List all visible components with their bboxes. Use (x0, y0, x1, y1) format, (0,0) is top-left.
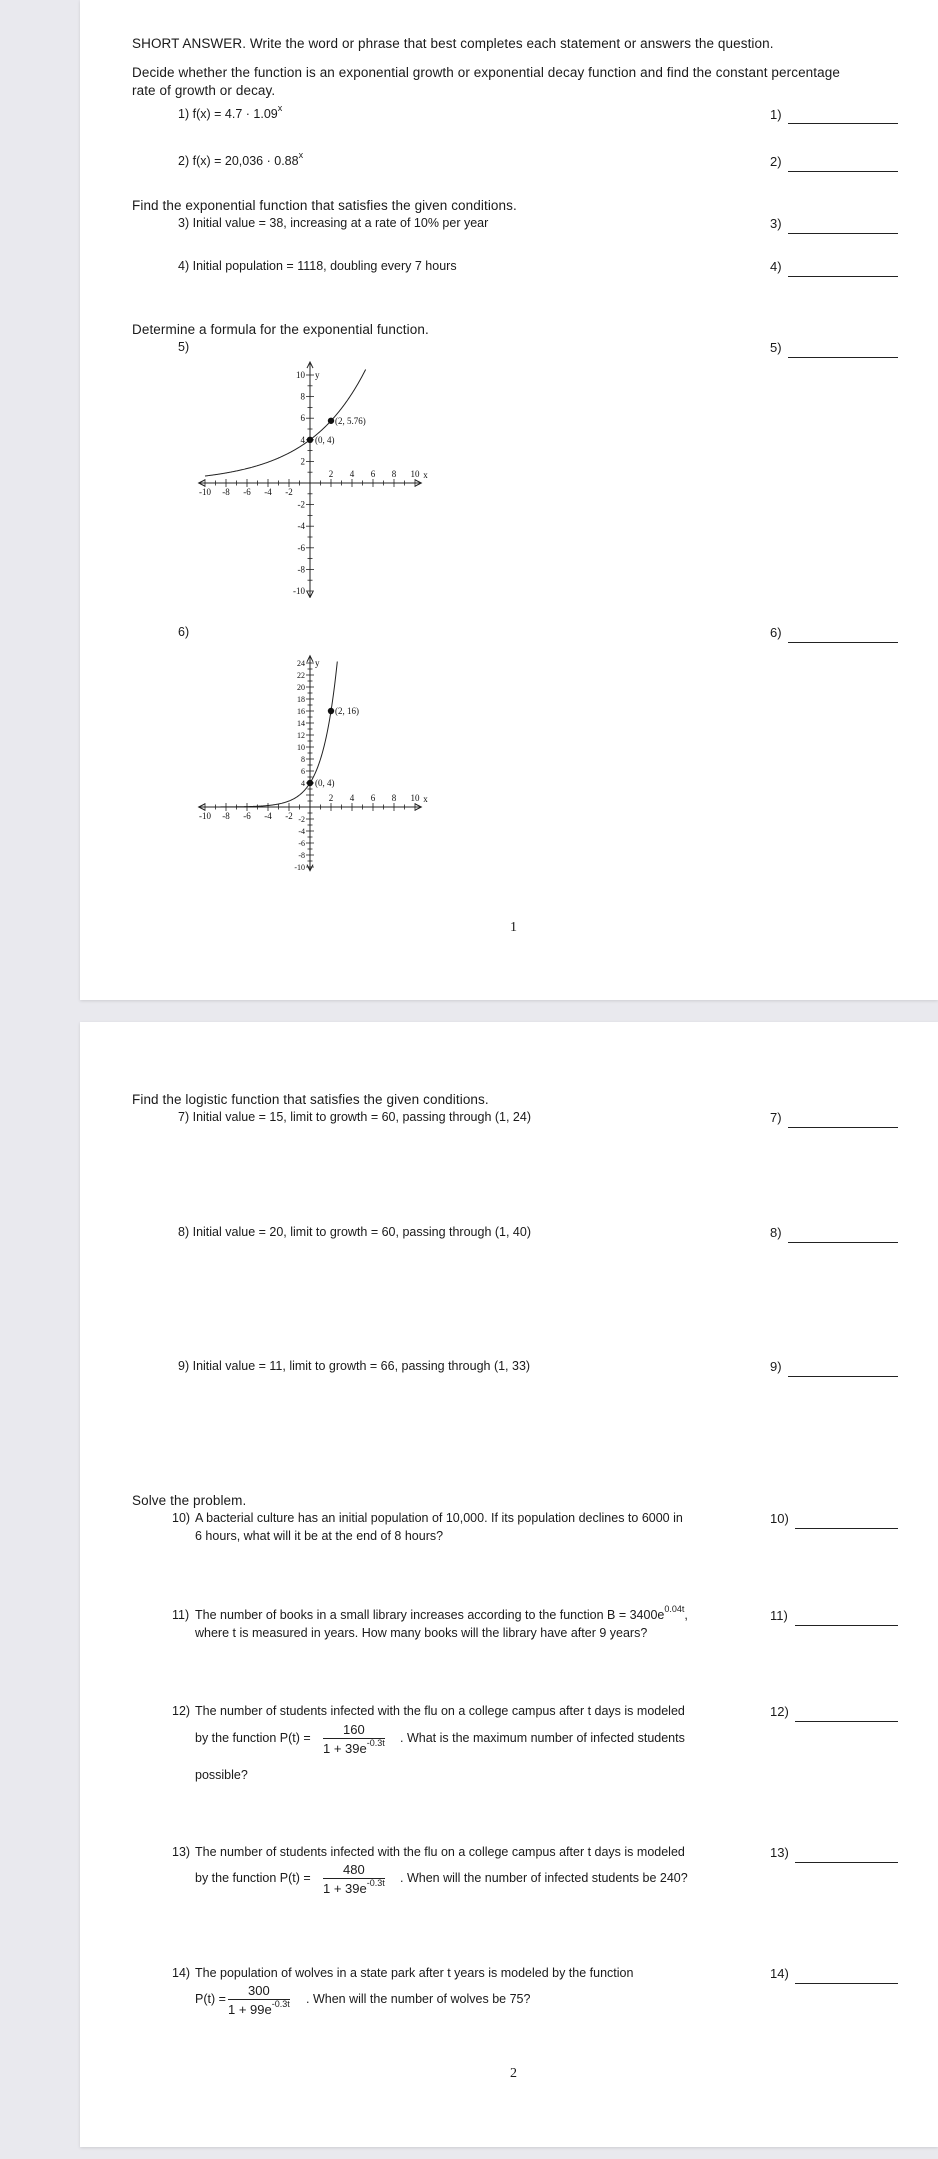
section-instruction-growth-decay: Decide whether the function is an exponential growth or exponential decay function and find the constant percentage (132, 65, 840, 80)
point-a-marker (307, 437, 313, 443)
punctuation: , (684, 1608, 688, 1622)
x-tick-label: 10 (410, 793, 420, 803)
y-tick-label: 8 (301, 755, 305, 764)
question-2 (178, 150, 304, 168)
fraction-denominator (323, 1739, 385, 1756)
fraction-denominator (228, 2000, 290, 2017)
y-tick-label: 24 (297, 659, 305, 668)
y-tick-label: -2 (297, 499, 305, 510)
graph-question-6 (190, 640, 430, 888)
question-9 (178, 1359, 530, 1373)
y-tick-label: 18 (297, 695, 305, 704)
question-12-text-line3: possible? (195, 1768, 248, 1782)
question-text: Initial value = 11, limit to growth = 66, passing through (1, 33) (192, 1359, 531, 1373)
question-11-text-line2: where t is measured in years. How many books will the library have after 9 years? (195, 1626, 648, 1640)
question-number: 3) (178, 216, 190, 230)
page-number: 1 (510, 920, 517, 935)
section-header: SHORT ANSWER. Write the word or phrase that best completes each statement or answers the question. (132, 36, 774, 51)
question-12-text-line1: The number of students infected with the flu on a college campus after t days is modeled (195, 1704, 685, 1718)
answer-label-10: 10) (770, 1511, 789, 1526)
question-12-text-line2-pre: by the function P(t) = (195, 1731, 311, 1745)
fraction-12 (323, 1722, 385, 1756)
question-number: 4) (178, 259, 190, 273)
question-13-text-line2-pre: by the function P(t) = (195, 1871, 311, 1885)
section-instruction-formula: Determine a formula for the exponential function. (132, 322, 429, 337)
y-tick-label: -10 (294, 863, 305, 872)
question-10-number: 10) (172, 1511, 191, 1525)
section-instruction-growth-decay-cont: rate of growth or decay. (132, 83, 276, 98)
y-tick-label: -10 (293, 586, 305, 596)
point-b-label: (2, 16) (335, 706, 359, 716)
question-number: 7) (178, 1110, 190, 1124)
y-axis-label: y (315, 658, 320, 668)
fraction-numerator: 160 (323, 1722, 385, 1739)
exponent: -0.3t (366, 1738, 385, 1748)
answer-label-9: 9) (770, 1359, 782, 1374)
question-14-text-line1: The population of wolves in a state park after t years is modeled by the function (195, 1966, 634, 1980)
question-number: 9) (178, 1359, 190, 1373)
question-number: 8) (178, 1225, 190, 1239)
question-4 (178, 259, 457, 273)
answer-blank-6[interactable] (788, 642, 898, 643)
exponent: x (298, 150, 304, 160)
y-tick-label: -6 (298, 839, 305, 848)
y-tick-label: 22 (297, 671, 305, 680)
exponent: 0.04t (664, 1604, 685, 1614)
section-instruction-exponential: Find the exponential function that satisfies the given conditions. (132, 198, 517, 213)
fraction-denominator (323, 1879, 385, 1896)
x-tick-label: 6 (370, 469, 376, 479)
answer-blank-14[interactable] (795, 1983, 898, 1984)
x-tick-label: 2 (328, 469, 334, 479)
x-tick-label: -6 (243, 487, 251, 497)
question-3 (178, 216, 488, 230)
question-10-text-line2: 6 hours, what will it be at the end of 8 hours? (195, 1529, 444, 1543)
y-tick-label: 20 (297, 683, 305, 692)
question-13-text-line1: The number of students infected with the flu on a college campus after t days is modeled (195, 1845, 685, 1859)
x-tick-label: -2 (285, 487, 293, 497)
fraction-numerator: 300 (228, 1983, 290, 2000)
answer-blank-1[interactable] (788, 123, 898, 124)
point-a-label: (0, 4) (315, 434, 335, 445)
x-tick-label: 6 (370, 793, 376, 803)
answer-label-8: 8) (770, 1225, 782, 1240)
x-tick-label: -10 (199, 487, 211, 497)
point-a-label: (0, 4) (315, 778, 335, 788)
x-axis-label: x (423, 470, 428, 480)
answer-blank-10[interactable] (795, 1528, 898, 1529)
question-1 (178, 103, 283, 121)
point-a-marker (307, 780, 313, 786)
fraction-numerator: 480 (323, 1862, 385, 1879)
question-8 (178, 1225, 531, 1239)
answer-label-4: 4) (770, 259, 782, 274)
x-tick-label: -4 (264, 487, 272, 497)
question-7 (178, 1110, 531, 1124)
question-6-number: 6) (178, 625, 190, 639)
question-text: f(x) = 20,036 · 0.88 (192, 154, 299, 168)
answer-label-3: 3) (770, 216, 782, 231)
answer-blank-2[interactable] (788, 171, 898, 172)
y-tick-label: 4 (300, 434, 305, 445)
y-tick-label: 10 (297, 743, 305, 752)
y-tick-label: 2 (300, 456, 305, 467)
answer-label-1: 1) (770, 107, 782, 122)
question-5-number: 5) (178, 340, 190, 354)
question-10-text-line1: A bacterial culture has an initial population of 10,000. If its population declines to 6000 in (195, 1511, 683, 1525)
answer-blank-12[interactable] (795, 1721, 898, 1722)
x-tick-label: -6 (243, 811, 251, 821)
x-tick-label: -4 (264, 811, 272, 821)
answer-blank-3[interactable] (788, 233, 898, 234)
x-tick-label: -8 (222, 487, 230, 497)
fraction-13 (323, 1862, 385, 1896)
exponent: -0.3t (271, 1999, 290, 2009)
question-text: Initial population = 1118, doubling every 7 hours (192, 259, 457, 273)
denominator-base: 1 + 39e (323, 1741, 367, 1756)
question-14-text-line2-pre: P(t) = (195, 1992, 226, 2006)
y-tick-label: 12 (297, 731, 305, 740)
answer-label-14: 14) (770, 1966, 789, 1981)
point-b-label: (2, 5.76) (335, 415, 366, 426)
y-tick-label: -4 (297, 521, 305, 532)
point-b-marker (328, 418, 334, 424)
fraction-14 (228, 1983, 290, 2017)
question-text: f(x) = 4.7 · 1.09 (192, 107, 278, 121)
question-14-number: 14) (172, 1966, 191, 1980)
answer-label-12: 12) (770, 1704, 789, 1719)
y-tick-label: 10 (296, 370, 305, 380)
x-tick-label: -2 (285, 811, 293, 821)
y-axis-label: y (315, 370, 320, 380)
y-tick-label: 6 (300, 413, 305, 424)
question-12-text-line2-post: . What is the maximum number of infected students (400, 1731, 685, 1745)
x-tick-label: 10 (410, 469, 420, 479)
y-tick-label: 16 (297, 707, 305, 716)
x-axis-label: x (423, 794, 428, 804)
answer-blank-9[interactable] (788, 1376, 898, 1377)
question-number: 1) (178, 107, 190, 121)
question-14-text-line2-post: . When will the number of wolves be 75? (306, 1992, 531, 2006)
y-tick-label: 8 (300, 391, 305, 402)
y-tick-label: -8 (297, 564, 305, 575)
denominator-base: 1 + 99e (228, 2002, 272, 2017)
question-text: The number of books in a small library increases according to the function B = 3400e (195, 1608, 665, 1622)
question-12-number: 12) (172, 1704, 191, 1718)
exponent: -0.3t (366, 1878, 385, 1888)
x-tick-label: 8 (391, 793, 397, 803)
section-instruction-solve: Solve the problem. (132, 1493, 247, 1508)
answer-blank-8[interactable] (788, 1242, 898, 1243)
question-11-number: 11) (172, 1608, 190, 1622)
answer-blank-5[interactable] (788, 357, 898, 358)
exponent: x (277, 103, 283, 113)
answer-blank-7[interactable] (788, 1127, 898, 1128)
question-text: Initial value = 38, increasing at a rate of 10% per year (192, 216, 489, 230)
x-tick-label: -8 (222, 811, 230, 821)
question-13-text-line2-post: . When will the number of infected students be 240? (400, 1871, 688, 1885)
page-number: 2 (510, 2066, 517, 2081)
y-tick-label: 14 (297, 719, 305, 728)
x-tick-label: 2 (328, 793, 334, 803)
answer-label-11: 11) (770, 1608, 788, 1623)
y-tick-label: -2 (298, 815, 305, 824)
y-tick-label: -8 (298, 851, 305, 860)
x-tick-label: -10 (199, 811, 211, 821)
y-tick-label: -4 (298, 827, 305, 836)
answer-label-13: 13) (770, 1845, 789, 1860)
worksheet-page-1 (80, 0, 938, 1000)
answer-blank-13[interactable] (795, 1862, 898, 1863)
answer-label-2: 2) (770, 154, 782, 169)
question-13-number: 13) (172, 1845, 191, 1859)
section-instruction-logistic: Find the logistic function that satisfies the given conditions. (132, 1092, 489, 1107)
answer-label-6: 6) (770, 625, 782, 640)
answer-label-7: 7) (770, 1110, 782, 1125)
question-number: 2) (178, 154, 190, 168)
y-tick-label: 6 (301, 767, 305, 776)
point-b-marker (328, 708, 334, 714)
question-11-text-line1 (195, 1604, 688, 1622)
answer-blank-4[interactable] (788, 276, 898, 277)
question-text: Initial value = 15, limit to growth = 60, passing through (1, 24) (192, 1110, 531, 1124)
graph-question-5 (190, 358, 430, 598)
x-tick-label: 4 (349, 469, 355, 479)
answer-blank-11[interactable] (795, 1625, 898, 1626)
worksheet-page-2 (80, 1022, 938, 2147)
denominator-base: 1 + 39e (323, 1881, 367, 1896)
y-tick-label: -6 (297, 542, 305, 553)
y-tick-label: 4 (301, 779, 305, 788)
answer-label-5: 5) (770, 340, 782, 355)
question-text: Initial value = 20, limit to growth = 60, passing through (1, 40) (192, 1225, 531, 1239)
x-tick-label: 4 (349, 793, 355, 803)
x-tick-label: 8 (391, 469, 397, 479)
